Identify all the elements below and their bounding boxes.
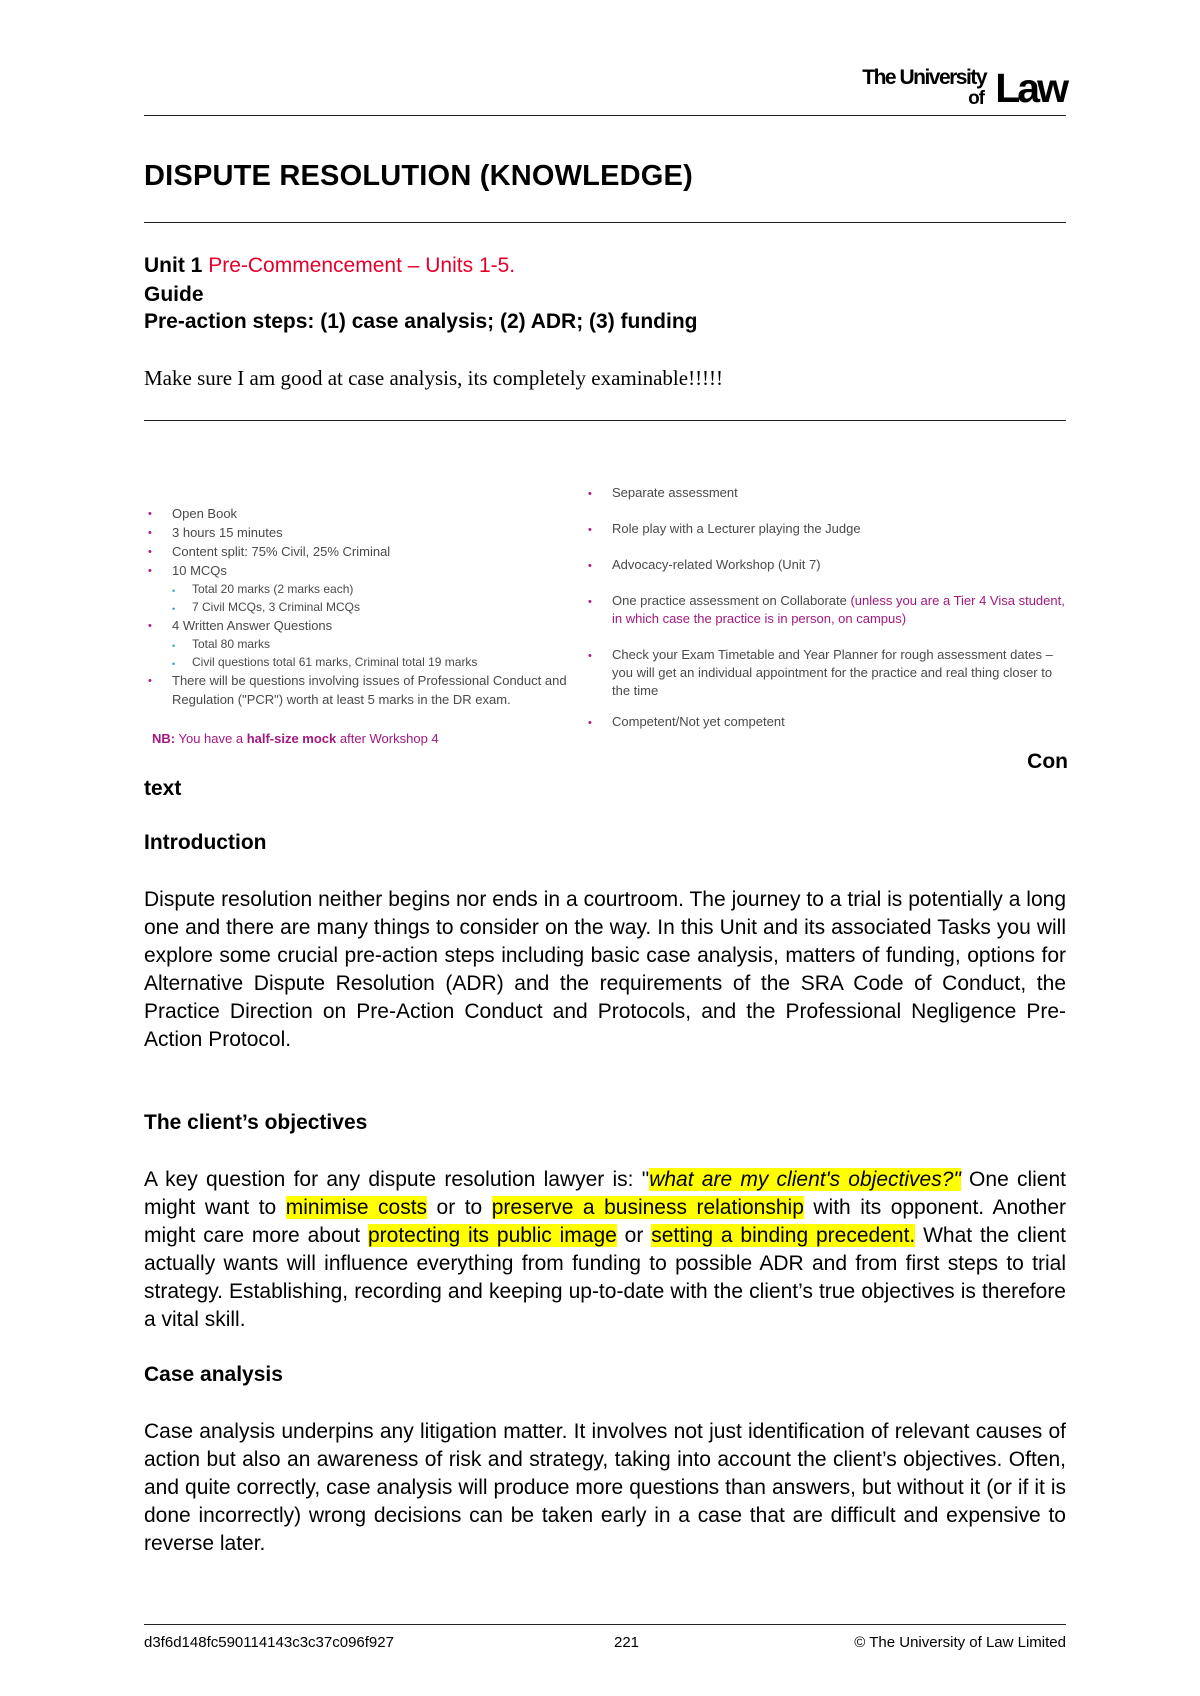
list-item: • Separate assessment [588, 484, 1068, 502]
footer-copyright: © The University of Law Limited [854, 1634, 1066, 1651]
bullet-icon: • [588, 650, 592, 662]
unit-subtitle: Pre-Commencement – Units 1-5. [208, 254, 516, 277]
list-item: • Competent/Not yet competent [588, 713, 1068, 731]
case-analysis-paragraph: Case analysis underpins any litigation matter. It involves not just identification of relevant causes of action but also an awareness of risk and strategy, taking into account the client’s objectives. Often, and quite correctly, case analysis will produce more questions than answers, but without it (or if it is done incorrectly) wrong decisions can be taken early in a case that are difficult and expensive to reverse later. [144, 1420, 1066, 1555]
list-item: • Check your Exam Timetable and Year Planner for rough assessment dates – you will get an individual appointment for the practice and real thing closer to the time [588, 647, 1053, 698]
bullet-icon: • [148, 508, 152, 520]
university-logo [846, 62, 1066, 112]
assessment-right-list [588, 484, 1068, 749]
logo-line3: Law [995, 65, 1066, 111]
bullet-icon: • [588, 596, 592, 608]
bullet-icon: • [588, 488, 592, 500]
page-title: DISPUTE RESOLUTION (KNOWLEDGE) [144, 160, 693, 192]
content-fragment-text: text [144, 777, 182, 800]
introduction-paragraph: Dispute resolution neither begins nor ends in a courtroom. The journey to a trial is potentially a long one and there are many things to consider on the way. In this Unit and its associated Tasks you will explore some crucial pre-action steps including basic case analysis, matters of funding, options for Alternative Dispute Resolution (ADR) and the requirements of the SRA Code of Conduct, the Practice Direction on Pre-Action Conduct and Protocols, and the Professional Negligence Pre-Action Protocol. [144, 888, 1066, 1051]
list-item: • 7 Civil MCQs, 3 Criminal MCQs [148, 598, 588, 616]
highlighted-text: minimise costs [285, 1196, 428, 1219]
footer-doc-id: d3f6d148fc590114143c3c37c096f927 [144, 1634, 394, 1651]
highlighted-text: protecting its public image [367, 1224, 617, 1247]
list-item: • Advocacy-related Workshop (Unit 7) [588, 556, 1068, 574]
content-fragment: Con [1027, 750, 1068, 773]
divider [144, 1624, 1066, 1625]
bullet-icon: • [148, 620, 152, 632]
bullet-icon: • [588, 560, 592, 572]
assessment-slide-image [148, 478, 1068, 773]
bullet-icon: • [172, 604, 176, 614]
bullet-icon: • [148, 675, 152, 687]
highlighted-text: what are my client's objectives?" [649, 1168, 961, 1191]
list-item: • Total 20 marks (2 marks each) [148, 580, 588, 598]
unit-label: Unit 1 [144, 254, 203, 277]
highlighted-text: setting a binding precedent. [651, 1224, 916, 1247]
study-note: Make sure I am good at case analysis, its completely examinable!!!!! [144, 366, 724, 390]
bullet-icon: • [172, 659, 176, 669]
list-item: • 4 Written Answer Questions [148, 616, 588, 635]
list-item: • 3 hours 15 minutes [148, 523, 588, 542]
bullet-icon: • [588, 524, 592, 536]
bullet-icon: • [172, 641, 176, 651]
bullet-icon: • [148, 527, 152, 539]
highlighted-text: preserve a business relationship [491, 1196, 804, 1219]
bullet-icon: • [588, 717, 592, 729]
assessment-left-list [148, 504, 588, 709]
logo-line1: The University [862, 66, 986, 89]
objectives-paragraph: A key question for any dispute resolution lawyer is: "what are my client's objectives?" One client might want to minimise costs or to preserve a business relationship with its opponent. Another might care more about protecting its public image or setting a binding precedent. What the client actually wants will influence everything from funding to possible ADR and from first steps to trial strategy. Establishing, recording and keeping up-to-date with the client’s true objectives is therefore a vital skill. [144, 1168, 1067, 1331]
divider [144, 222, 1066, 223]
list-item: • Role play with a Lecturer playing the Judge [588, 520, 1068, 538]
bullet-icon: • [172, 586, 176, 596]
divider [144, 420, 1066, 421]
list-item: • Content split: 75% Civil, 25% Criminal [148, 542, 588, 561]
section-heading-introduction: Introduction [144, 831, 267, 854]
section-heading-case-analysis: Case analysis [144, 1363, 283, 1386]
logo-line2: of [968, 88, 984, 109]
list-item: • Civil questions total 61 marks, Criminal total 19 marks [148, 653, 588, 671]
section-heading-objectives: The client’s objectives [144, 1111, 368, 1134]
divider [144, 115, 1066, 116]
list-item: • 10 MCQs [148, 561, 588, 580]
mock-note: NB: You have a half-size mock after Workshop 4 [152, 731, 439, 746]
unit-line [144, 254, 515, 278]
list-item: • There will be questions involving issues of Professional Conduct and Regulation ("PCR") worth at least 5 marks in the DR exam. [148, 673, 567, 707]
list-item: • Total 80 marks [148, 635, 588, 653]
guide-label: Guide [144, 283, 204, 306]
preaction-steps: Pre-action steps: (1) case analysis; (2) ADR; (3) funding [144, 310, 698, 333]
bullet-icon: • [148, 565, 152, 577]
list-item: • Open Book [148, 504, 588, 523]
list-item: • One practice assessment on Collaborate (unless you are a Tier 4 Visa student, in which case the practice is in person, on campus) [588, 593, 1065, 626]
footer-page-number: 221 [614, 1634, 640, 1651]
bullet-icon: • [148, 546, 152, 558]
